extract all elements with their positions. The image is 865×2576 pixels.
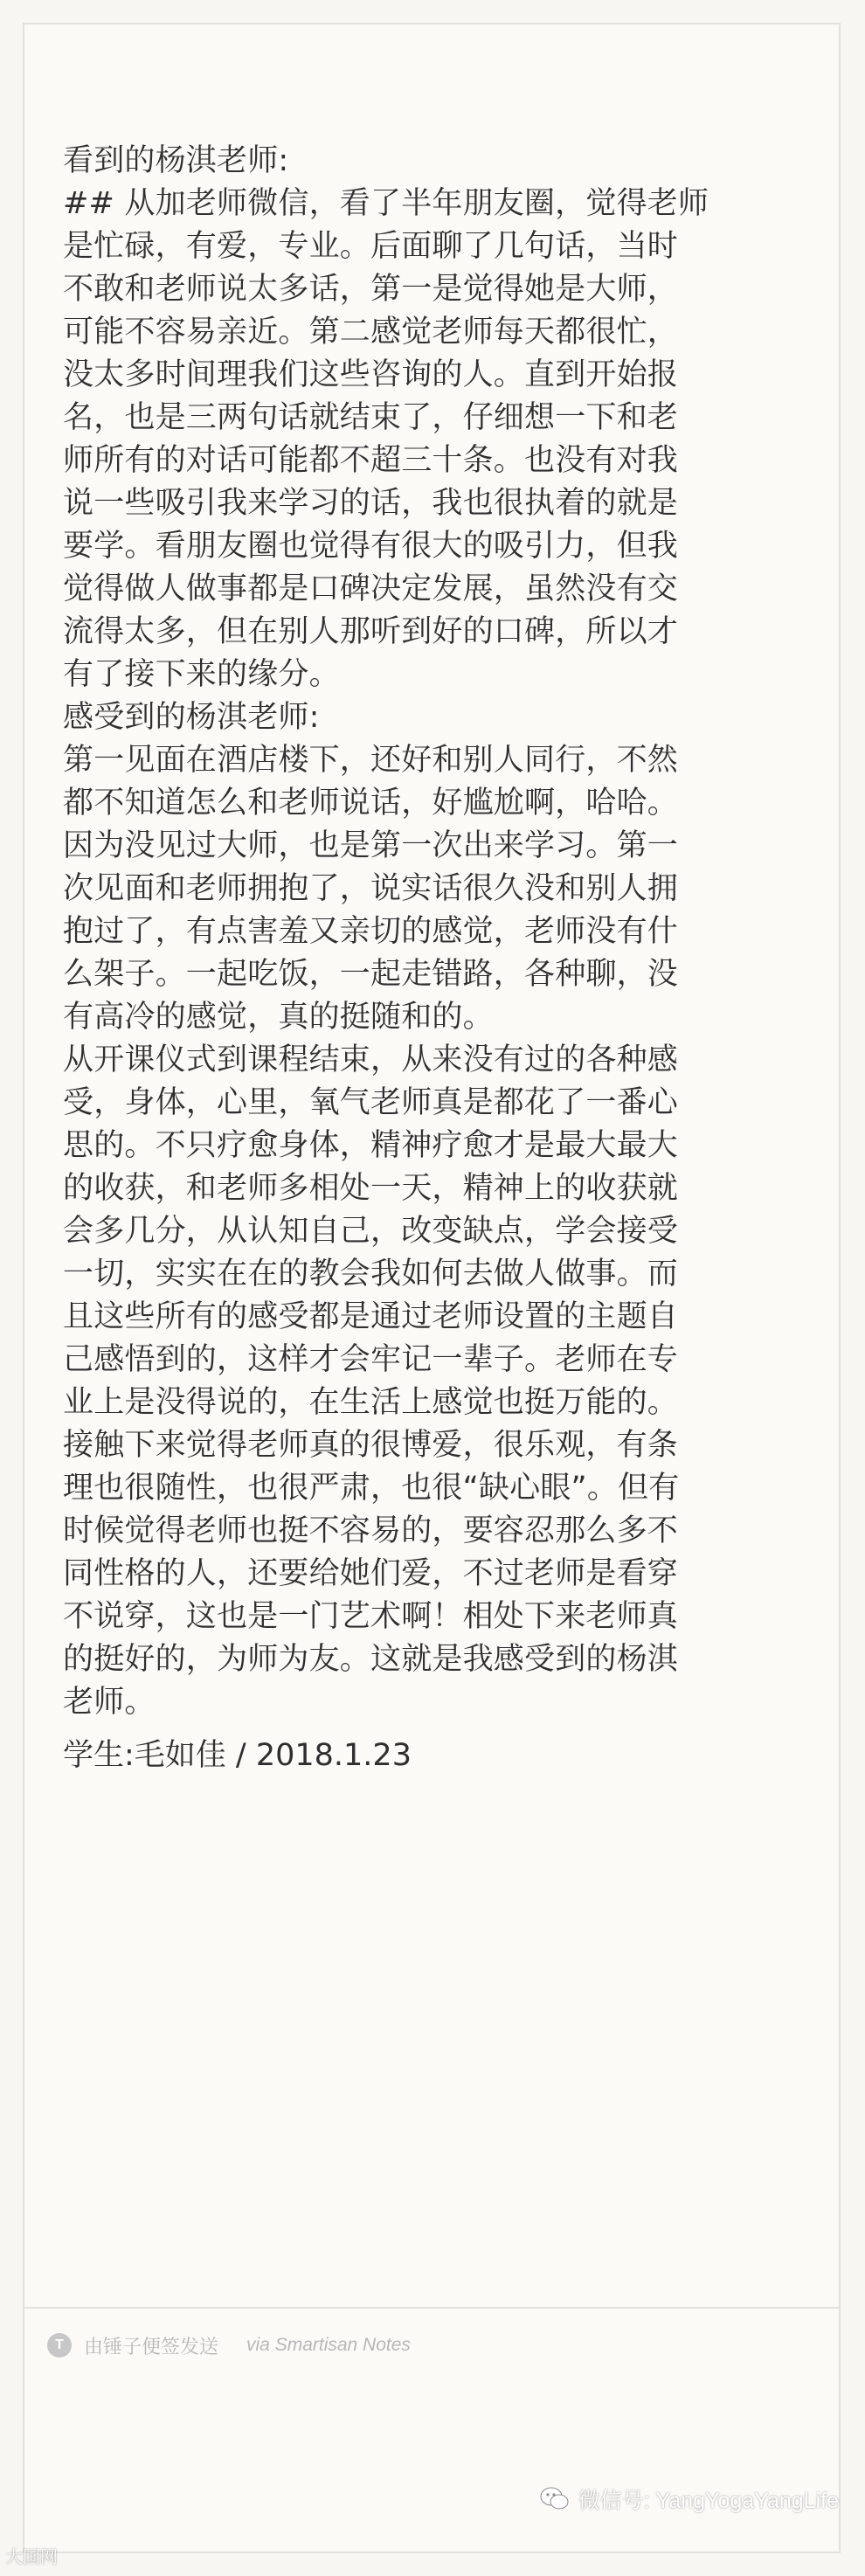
note-line: 感受到的杨淇老师:: [63, 700, 320, 735]
signature: 学生:毛如佳 / 2018.1.23: [63, 1738, 412, 1773]
note-line: 流得太多，但在别人那听到好的口碑，所以才: [63, 614, 679, 649]
note-line: 不敢和老师说太多话，第一是觉得她是大师，: [63, 272, 679, 307]
note-line: 可能不容易亲近。第二感觉老师每天都很忙，: [63, 315, 679, 350]
note-line: 从开课仪式到课程结束，从来没有过的各种感: [63, 1042, 679, 1077]
sent-with-label: 由锤子便签发送: [84, 2335, 219, 2358]
smartisan-t-icon: T: [47, 2333, 72, 2358]
note-line: 名，也是三两句话就结束了，仔细想一下和老: [63, 400, 679, 435]
note-body: [63, 140, 788, 1777]
note-line: ## 从加老师微信，看了半年朋友圈，觉得老师: [63, 186, 709, 221]
note-line: 同性格的人，还要给她们爱，不过老师是看穿: [63, 1556, 679, 1591]
footer: [47, 2326, 411, 2365]
wechat-watermark: [540, 2483, 839, 2515]
note-line: 有高冷的感觉，真的挺随和的。: [63, 1000, 494, 1035]
site-watermark-text: 大国网: [5, 2548, 58, 2567]
note-line: 接触下来觉得老师真的很博爱，很乐观，有条: [63, 1428, 679, 1463]
note-line: 因为没见过大师，也是第一次出来学习。第一: [63, 828, 679, 863]
note-line: 第一见面在酒店楼下，还好和别人同行，不然: [63, 743, 679, 778]
wechat-id: 微信号: YangYogaYangLife: [578, 2489, 839, 2513]
note-line: 己感悟到的，这样才会牢记一辈子。老师在专: [63, 1342, 679, 1377]
note-line: 思的。不只疗愈身体，精神疗愈才是最大最大: [63, 1128, 679, 1163]
note-line: 觉得做人做事都是口碑决定发展，虽然没有交: [63, 571, 679, 606]
note-line: 么架子。一起吃饭，一起走错路，各种聊，没: [63, 957, 679, 992]
note-line: 且这些所有的感受都是通过老师设置的主题自: [63, 1299, 679, 1334]
via-label: via Smartisan Notes: [246, 2335, 411, 2355]
note-line: 没太多时间理我们这些咨询的人。直到开始报: [63, 357, 679, 392]
footer-divider: [24, 2307, 841, 2309]
note-line: 说一些吸引我来学习的话，我也很执着的就是: [63, 486, 679, 521]
note-line: 业上是没得说的，在生活上感觉也挺万能的。: [63, 1385, 679, 1420]
note-line: 会多几分，从认知自己，改变缺点，学会接受: [63, 1214, 679, 1249]
note-line: 老师。: [63, 1685, 156, 1720]
note-line: 要学。看朋友圈也觉得有很大的吸引力，但我: [63, 529, 679, 564]
wechat-icon: [540, 2486, 570, 2512]
note-line: 一切，实实在在的教会我如何去做人做事。而: [63, 1257, 679, 1291]
note-line: 看到的杨淇老师:: [63, 143, 289, 178]
note-line: 抱过了，有点害羞又亲切的感觉，老师没有什: [63, 914, 679, 949]
note-line: 时候觉得老师也挺不容易的，要容忍那么多不: [63, 1513, 679, 1548]
note-line: 有了接下来的缘分。: [63, 657, 340, 692]
note-line: 的挺好的，为师为友。这就是我感受到的杨淇: [63, 1642, 679, 1677]
note-line: 的收获，和老师多相处一天，精神上的收获就: [63, 1171, 679, 1206]
note-line: 师所有的对话可能都不超三十条。也没有对我: [63, 443, 679, 478]
note-line: 是忙碌，有爱，专业。后面聊了几句话，当时: [63, 229, 679, 264]
note-line: 不说穿，这也是一门艺术啊！相处下来老师真: [63, 1599, 679, 1634]
note-line: 都不知道怎么和老师说话，好尴尬啊，哈哈。: [63, 786, 679, 821]
site-watermark: [5, 2543, 58, 2568]
note-line: 受，身体，心里，氧气老师真是都花了一番心: [63, 1085, 679, 1120]
note-line: 次见面和老师拥抱了，说实话很久没和别人拥: [63, 871, 679, 906]
note-line: 理也很随性，也很严肃，也很“缺心眼”。但有: [63, 1471, 680, 1506]
